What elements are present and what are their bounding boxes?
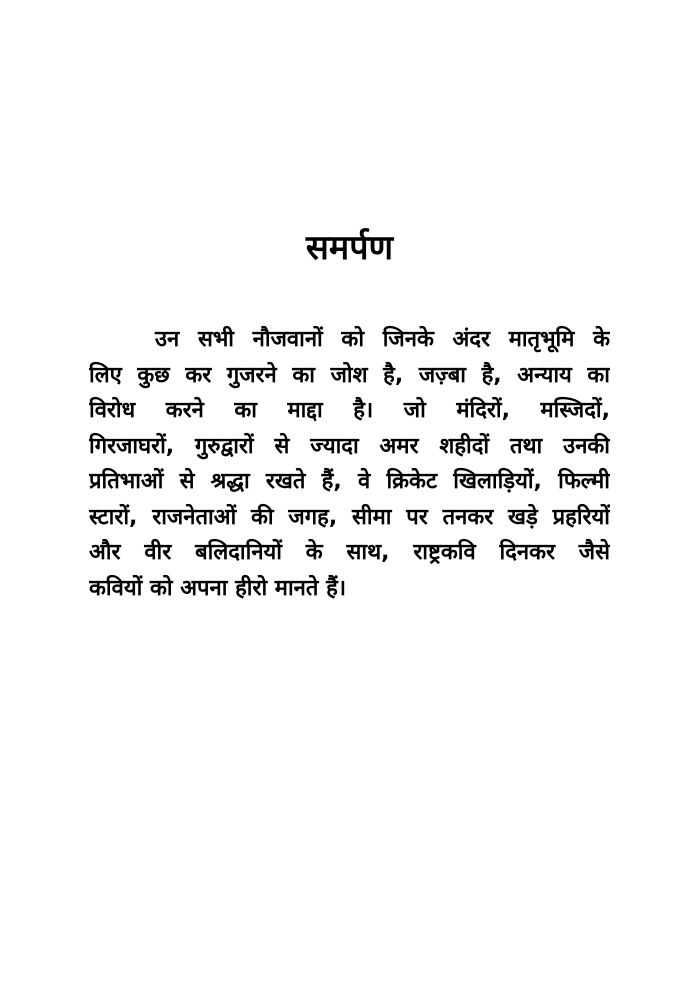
- paragraph-line: गिरजाघरों, गुरुद्वारों से ज्यादा अमर शहीदों तथा उनकी: [89, 433, 610, 459]
- paragraph-line: और वीर बलिदानियों के साथ, राष्ट्रकवि दिनकर जैसे: [89, 540, 610, 565]
- paragraph-line: स्टारों, राजनेताओं की जगह, सीमा पर तनकर खड़े प्रहरियों: [89, 504, 610, 530]
- paragraph-line: प्रतिभाओं से श्रद्धा रखते हैं, वे क्रिकेट खिलाड़ियों, फिल्मी: [89, 469, 610, 494]
- page-title: समर्पण: [305, 228, 394, 268]
- paragraph-line: उन सभी नौजवानों को जिनके अंदर मातृभूमि के: [155, 327, 610, 352]
- paragraph-line: लिए कुछ कर गुजरने का जोश है, जज़्बा है, अन्याय का: [89, 362, 610, 388]
- dedication-paragraph: [89, 322, 610, 606]
- paragraph-line: कवियों को अपना हीरो मानते हैं।: [89, 575, 347, 601]
- paragraph-line: विरोध करने का माद्दा है। जो मंदिरों, मस्जिदों,: [89, 398, 610, 423]
